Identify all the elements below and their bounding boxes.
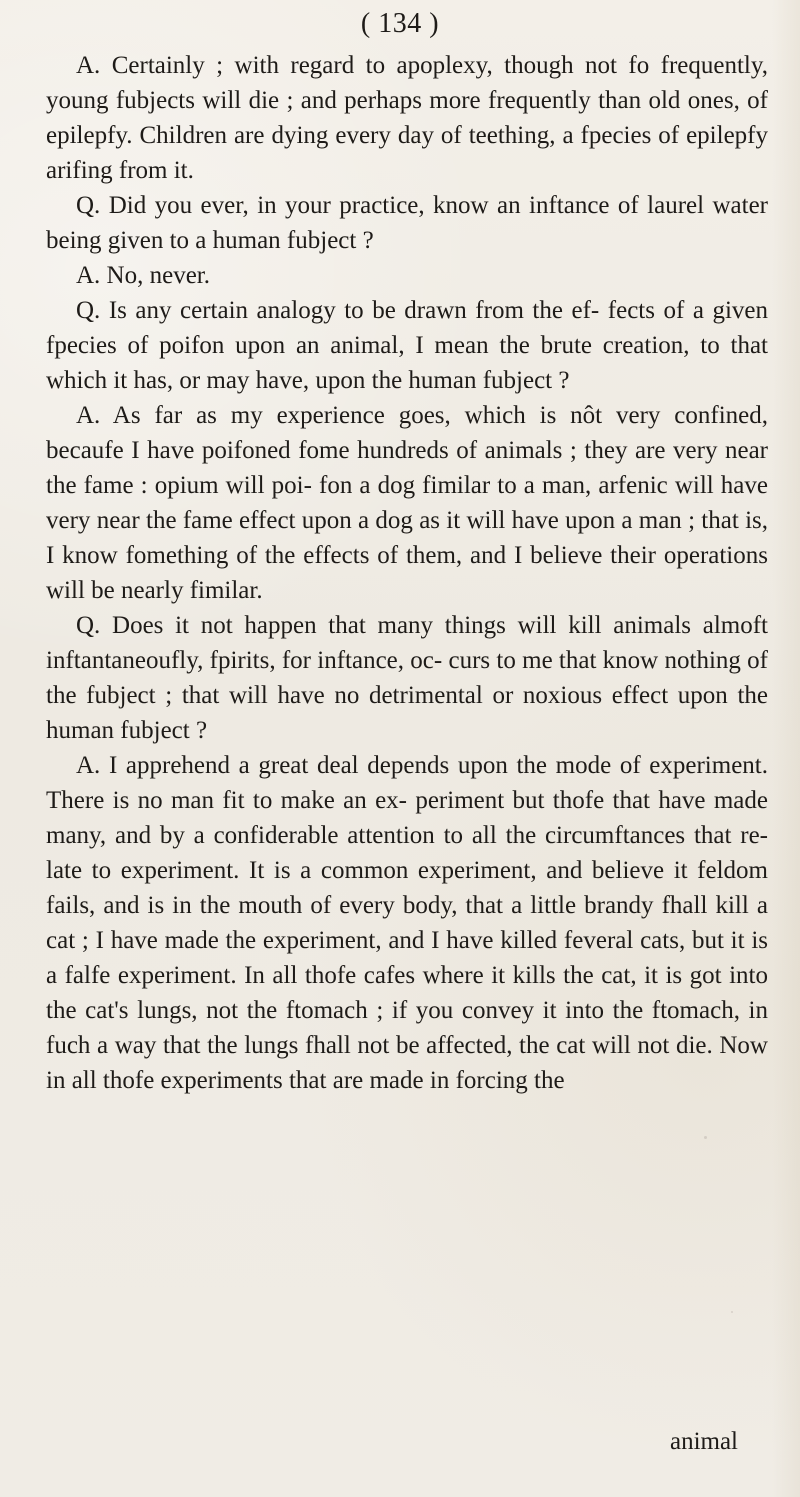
paper-speck [704,1136,707,1139]
catchword: animal [669,1428,738,1455]
paragraph-question-spirits: Q. Does it not happen that many things will kill animals almoft inftantaneoufly, fpirits, for inftance, oc- curs to me that know nothing of the fubject ; that will have no detrimental or noxious effect upon the human fubject ? [46,612,768,744]
paragraph-answer-experience: A. As far as my experience goes, which is nôt very confined, becaufe I have poifoned fome hundreds of animals ; they are very near the fame : opium will poi- fon a dog fimilar to a man, arfenic will have very near the fame effect upon a dog as it will have upon a man ; that is, I know fomething of the effects of them, and I believe their operations will be nearly fimilar. [46,402,768,604]
paragraph-question-laurel-water: Q. Did you ever, in your practice, know an inftance of laurel water being given to a human fubject ? [46,192,768,254]
paper-speck [590,790,592,792]
paragraph-answer-apoplexy: A. Certainly ; with regard to apoplexy, though not fo frequently, young fubjects will die ; and perhaps more frequently than old ones, of epilepfy. Children are dying every day of teething, a fpecies of epilepfy arifing from it. [46,52,768,184]
paper-speck [731,1311,733,1313]
page-number-header: ( 134 ) [360,8,440,39]
paragraph-question-analogy: Q. Is any certain analogy to be drawn from the ef- fects of a given fpecies of poifon upon an animal, I mean the brute creation, to that which it has, or may have, upon the human fubject ? [46,297,768,394]
page-text-block [46,48,768,1098]
paragraph-answer-never: A. No, never. [76,262,210,289]
paragraph-answer-experiment: A. I apprehend a great deal depends upon the mode of experiment. There is no man fit to make an ex- periment but thofe that have made many, and by a confiderable attention to all the circumftances that re- late to experiment. It is a common experiment, and believe it feldom fails, and is in the mouth of every body, that a little brandy fhall kill a cat ; I have made the experiment, and I have killed feveral cats, but it is a falfe experiment. In all thofe cafes where it kills the cat, it is got into the cat's lungs, not the ftomach ; if you convey it into the ftomach, in fuch a way that the lungs fhall not be affected, the cat will not die. Now in all thofe experiments that are made in forcing the [46,752,768,1094]
